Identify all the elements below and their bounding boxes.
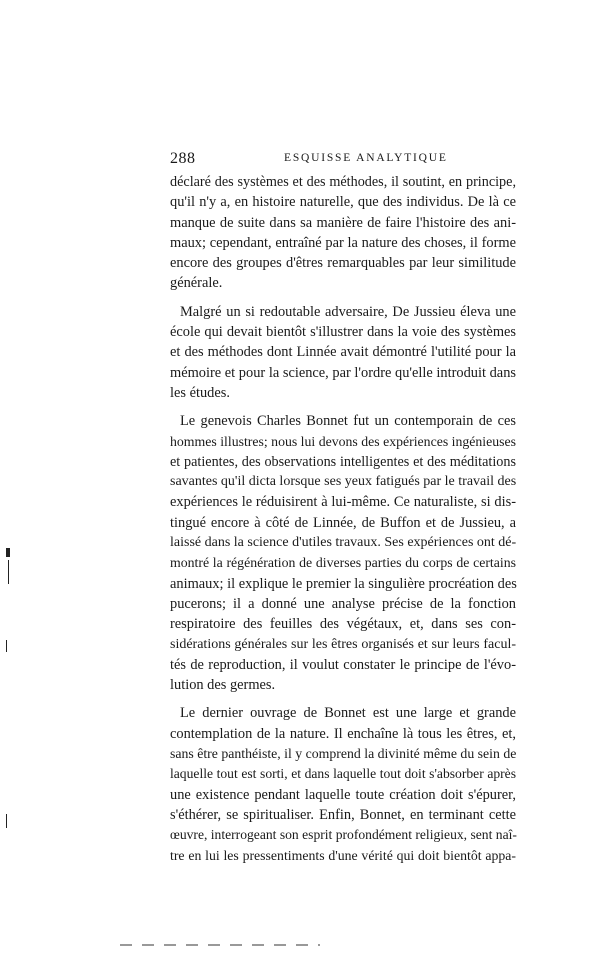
- scan-edge-dashes: [120, 944, 320, 946]
- text-line: mémoire et pour la science, par l'ordre qu'elle introduit dans: [170, 364, 516, 381]
- text-line: respiratoire des feuilles des végétaux, et, dans ses con-: [170, 616, 516, 633]
- paragraph-1: [170, 172, 516, 294]
- text-line: tre en lui les pressentiments d'une vérité qui doit bientôt appa-: [170, 847, 516, 863]
- text-line: œuvre, interrogeant son esprit profondément religieux, sent naî-: [170, 827, 517, 843]
- text-line: laquelle tout est sorti, et dans laquelle tout doit s'absorber après: [170, 766, 516, 782]
- text-line: générale.: [170, 275, 223, 292]
- paragraph-2: [170, 302, 516, 403]
- body-text: [170, 172, 516, 874]
- text-line: montré la régénération de diverses parties du corps de certains: [170, 555, 516, 571]
- text-line: tés de reproduction, il voulut constater le principe de l'évo-: [170, 656, 516, 673]
- running-head: [170, 150, 516, 170]
- text-line: pucerons; il a donné une analyse précise de la fonction: [170, 595, 516, 612]
- text-line: qu'il n'y a, en histoire naturelle, que des individus. De là ce: [170, 194, 516, 211]
- text-line: manque de suite dans sa manière de faire l'histoire des ani-: [170, 214, 516, 231]
- text-line: hommes illustres; nous lui devons des expériences ingénieuses: [170, 433, 517, 449]
- text-line: une existence pendant laquelle toute création doit s'épurer,: [170, 786, 516, 803]
- text-line: sidérations générales sur les êtres organisés et sur leurs facul-: [170, 636, 516, 652]
- running-title: ESQUISSE ANALYTIQUE: [284, 152, 448, 164]
- text-line: savantes qu'il dicta lorsque ses yeux fatigués par le travail des: [170, 474, 517, 490]
- margin-mark: [6, 548, 10, 557]
- text-line: et des méthodes dont Linnée avait démontré l'utilité pour la: [170, 344, 516, 361]
- text-line: école qui devait bientôt s'illustrer dans la voie des systèmes: [170, 324, 516, 341]
- text-line: tingué encore à côté de Linnée, de Buffon et de Jussieu, a: [170, 514, 516, 531]
- text-line: lution des germes.: [170, 677, 276, 694]
- text-line: laissé dans la science d'utiles travaux. Ses expériences ont dé-: [170, 535, 517, 551]
- text-line: les études.: [170, 384, 230, 401]
- margin-mark: [6, 640, 7, 652]
- text-line: s'éthérer, se spiritualiser. Enfin, Bonnet, en terminant cette: [170, 806, 516, 823]
- text-line: sans être panthéiste, il y comprend la divinité même du sein de: [170, 746, 517, 762]
- text-line: contemplation de la nature. Il enchaîne là tous les êtres, et,: [170, 725, 516, 742]
- text-line: maux; cependant, entraîné par la nature des choses, il forme: [170, 234, 516, 251]
- page-number: 288: [170, 150, 196, 167]
- text-line: expériences le réduisirent à lui-même. Ce naturaliste, si dis-: [170, 494, 516, 511]
- paragraph-4: [170, 703, 516, 865]
- text-line: et patientes, des observations intelligentes et des méditations: [170, 453, 516, 470]
- margin-mark: [6, 814, 7, 828]
- margin-mark: [8, 560, 9, 584]
- paragraph-3: [170, 411, 516, 695]
- text-line: Le dernier ouvrage de Bonnet est une large et grande: [180, 705, 516, 722]
- text-line: animaux; il explique le premier la singulière procréation des: [170, 575, 517, 592]
- text-line: encore des groupes d'êtres remarquables par leur similitude: [170, 255, 516, 272]
- text-line: déclaré des systèmes et des méthodes, il soutint, en principe,: [170, 174, 516, 190]
- text-line: Le genevois Charles Bonnet fut un contemporain de ces: [180, 413, 516, 430]
- text-line: Malgré un si redoutable adversaire, De Jussieu éleva une: [180, 303, 516, 320]
